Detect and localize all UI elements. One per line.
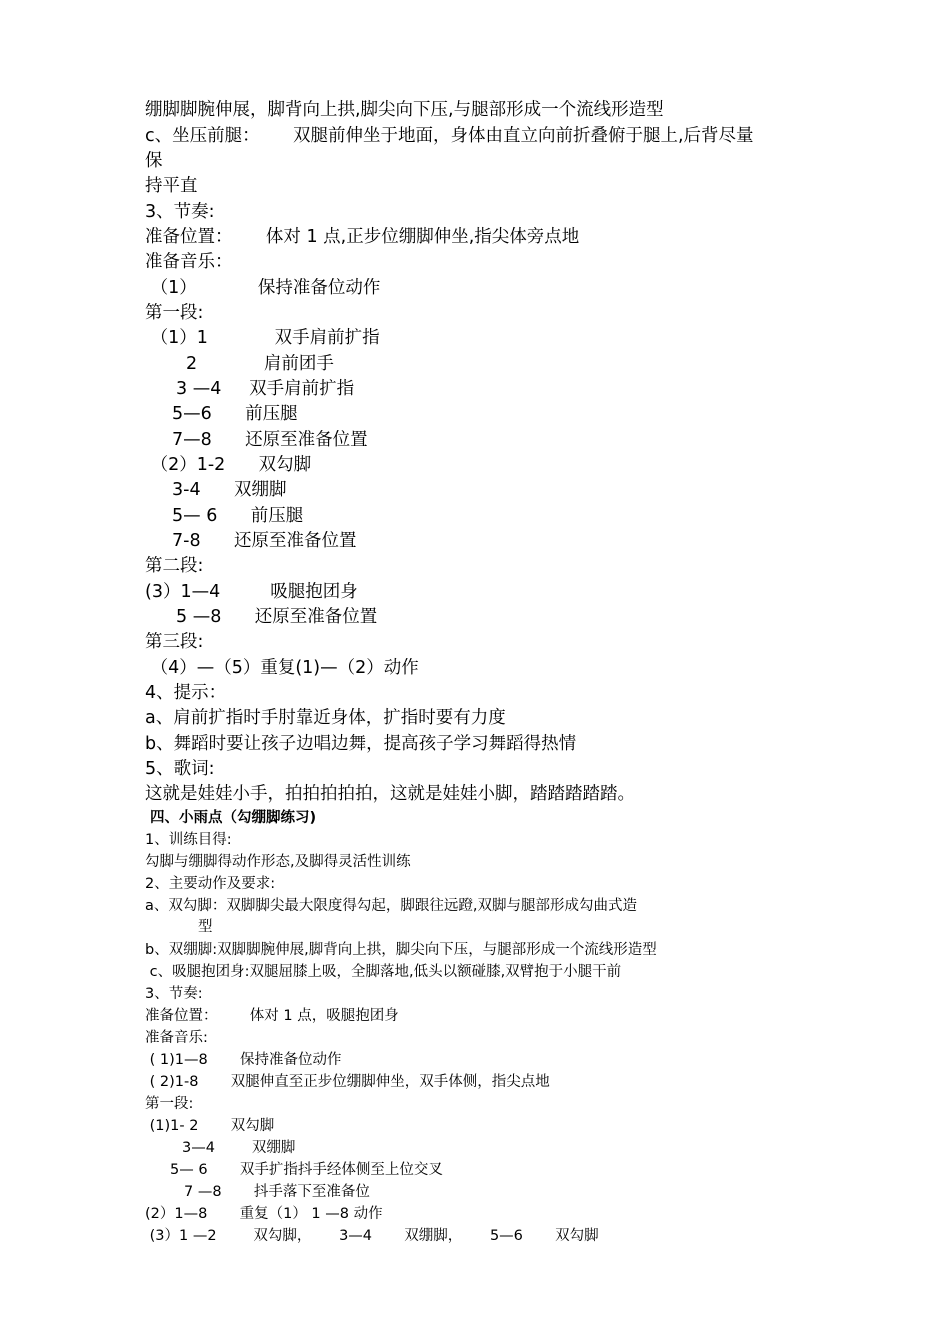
- section-heading: 第三段:: [145, 632, 204, 652]
- text-line: 保: [145, 151, 163, 171]
- text-line: c、吸腿抱团身:双腿屈膝上吸，全脚落地,低头以额碰膝,双臂抱于小腿干前: [145, 964, 622, 980]
- text-line: (3）1 —2 双勾脚， 3—4 双绷脚， 5—6 双勾脚: [145, 1228, 599, 1244]
- text-line: （2）1-2 双勾脚: [145, 455, 312, 475]
- section-heading: 第一段:: [145, 1096, 194, 1112]
- section-heading: 2、主要动作及要求:: [145, 876, 276, 892]
- text-line: 3—4 双绷脚: [182, 1140, 296, 1156]
- chapter-heading: 四、小雨点（勾绷脚练习): [145, 810, 317, 826]
- text-line: ( 2)1-8 双腿伸直至正步位绷脚伸坐，双手体侧，指尖点地: [145, 1074, 550, 1090]
- text-line: 勾脚与绷脚得动作形态,及脚得灵活性训练: [145, 854, 411, 870]
- text-line: 3-4 双绷脚: [172, 480, 287, 500]
- text-line: b、双绷脚:双脚脚腕伸展,脚背向上拱，脚尖向下压，与腿部形成一个流线形造型: [145, 942, 657, 958]
- text-line: 7—8 还原至准备位置: [172, 430, 368, 450]
- section-heading: 1、训练目得:: [145, 832, 232, 848]
- text-line: 准备位置： 体对 1 点，吸腿抱团身: [145, 1008, 399, 1024]
- section-heading: 3、节奏:: [145, 202, 215, 222]
- text-line: （1） 保持准备位动作: [145, 278, 381, 298]
- text-line: (1)1- 2 双勾脚: [145, 1118, 275, 1134]
- text-line: 7-8 还原至准备位置: [172, 531, 357, 551]
- text-line: 5—6 前压腿: [172, 404, 298, 424]
- text-line: 型: [198, 919, 213, 935]
- text-line: c、坐压前腿： 双腿前伸坐于地面，身体由直立向前折叠俯于腿上,后背尽量: [145, 126, 754, 146]
- text-line: 准备音乐:: [145, 1030, 208, 1046]
- section-heading: 第一段:: [145, 303, 204, 323]
- section-heading: 3、节奏:: [145, 986, 203, 1002]
- text-line: 这就是娃娃小手，拍拍拍拍拍，这就是娃娃小脚，踏踏踏踏踏。: [145, 784, 635, 804]
- text-line: a、双勾脚：双脚脚尖最大限度得勾起，脚跟往远蹬,双脚与腿部形成勾曲式造: [145, 898, 637, 914]
- text-line: 准备位置： 体对 1 点,正步位绷脚伸坐,指尖体旁点地: [145, 227, 580, 247]
- text-line: 5— 6 双手扩指抖手经体侧至上位交叉: [170, 1162, 443, 1178]
- text-line: b、舞蹈时要让孩子边唱边舞，提高孩子学习舞蹈得热情: [145, 734, 577, 754]
- text-line: a、肩前扩指时手肘靠近身体，扩指时要有力度: [145, 708, 506, 728]
- text-line: 5 —8 还原至准备位置: [176, 607, 378, 627]
- text-line: 7 —8 抖手落下至准备位: [184, 1184, 370, 1200]
- text-line: 准备音乐：: [145, 252, 233, 272]
- section-heading: 4、提示：: [145, 683, 227, 703]
- text-line: 3 —4 双手肩前扩指: [176, 379, 355, 399]
- text-line: （1）1 双手肩前扩指: [145, 328, 380, 348]
- section-heading: 第二段:: [145, 556, 204, 576]
- text-line: 5— 6 前压腿: [172, 506, 304, 526]
- text-line: 持平直: [145, 176, 198, 196]
- text-line: 2 肩前团手: [186, 354, 334, 374]
- text-line: ( 1)1—8 保持准备位动作: [145, 1052, 342, 1068]
- text-line: 绷脚脚腕伸展，脚背向上拱,脚尖向下压,与腿部形成一个流线形造型: [145, 100, 664, 120]
- text-line: (3）1—4 吸腿抱团身: [145, 582, 358, 602]
- text-line: (2）1—8 重复（1） 1 —8 动作: [145, 1206, 383, 1222]
- section-heading: 5、歌词:: [145, 759, 215, 779]
- text-line: （4）—（5）重复(1)—（2）动作: [145, 658, 419, 678]
